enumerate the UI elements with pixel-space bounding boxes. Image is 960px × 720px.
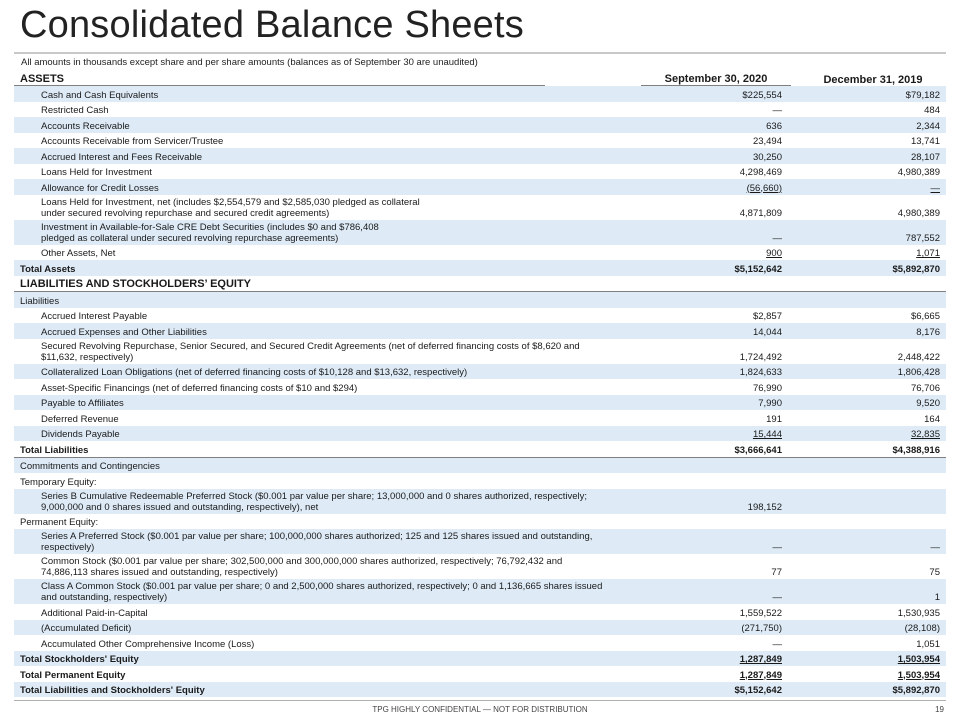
table-row	[14, 410, 946, 426]
value-sep-2020: $3,666,641	[734, 444, 782, 456]
total-row	[14, 682, 946, 698]
row-label: Series A Preferred Stock ($0.001 par value per share; 100,000,000 shares authorized; 125 and 125 shares issued and outstanding, respectively)	[41, 531, 593, 553]
table-row	[14, 133, 946, 149]
row-label: Loans Held for Investment	[41, 167, 152, 178]
table-row	[14, 245, 946, 261]
table-row	[14, 554, 946, 579]
table-row	[14, 489, 946, 514]
value-dec-2019: 1,503,954	[897, 654, 940, 665]
value-sep-2020: $5,152,642	[734, 685, 782, 696]
table-row	[14, 473, 946, 489]
row-label: Total Stockholders' Equity	[20, 654, 139, 665]
value-dec-2019: 28,107	[910, 151, 940, 163]
value-dec-2019: $6,665	[910, 311, 940, 322]
row-label: Accrued Expenses and Other Liabilities	[41, 326, 207, 338]
row-label: Restricted Cash	[41, 105, 109, 116]
table-row	[14, 323, 946, 339]
value-sep-2020: —	[772, 542, 782, 553]
row-label: Total Assets	[20, 263, 76, 275]
value-dec-2019: 8,176	[916, 326, 940, 338]
value-sep-2020: —	[772, 592, 782, 603]
footer-divider	[14, 700, 946, 701]
table-row	[14, 148, 946, 164]
value-dec-2019: —	[930, 182, 940, 194]
row-label: Total Liabilities	[20, 444, 89, 456]
row-label: Accounts Receivable	[41, 120, 130, 132]
amounts-note: All amounts in thousands except share and per share amounts (balances as of September 30 are unaudited)	[21, 57, 478, 68]
value-sep-2020: 76,990	[752, 382, 782, 394]
value-dec-2019: 787,552	[905, 232, 940, 244]
table-header-row	[14, 69, 946, 86]
value-sep-2020: 15,444	[752, 429, 782, 440]
row-label: Additional Paid-in-Capital	[41, 607, 148, 619]
column-header-sep-2020: September 30, 2020	[641, 73, 791, 86]
value-dec-2019: 1	[934, 592, 940, 603]
row-label: Other Assets, Net	[41, 248, 116, 259]
value-sep-2020: —	[772, 105, 782, 116]
row-label: Asset-Specific Financings (net of deferred financing costs of $10 and $294)	[41, 382, 358, 394]
column-header-dec-2019: December 31, 2019	[823, 74, 923, 86]
row-label: Liabilities	[20, 295, 60, 307]
row-label: Loans Held for Investment, net (includes $2,554,579 and $2,585,030 pledged as collateral under secured revolving repurchase and secured credit agreements)	[41, 196, 420, 219]
row-label: Allowance for Credit Losses	[41, 182, 159, 194]
value-sep-2020: 23,494	[752, 136, 782, 147]
value-sep-2020: 900	[766, 248, 782, 259]
table-row	[14, 308, 946, 324]
table-row	[14, 164, 946, 180]
table-row	[14, 604, 946, 620]
value-dec-2019: $4,388,916	[892, 444, 940, 456]
value-dec-2019: 75	[929, 567, 940, 578]
row-label: Accumulated Other Comprehensive Income (Loss)	[41, 638, 255, 650]
row-label: Accounts Receivable from Servicer/Trustee	[41, 136, 224, 147]
row-label: Common Stock ($0.001 par value per share; 302,500,000 and 300,000,000 shares authorized, respectively; 76,792,432 and 74,886,113 shares issued and outstanding, respectively)	[41, 556, 563, 578]
value-sep-2020: —	[772, 232, 782, 244]
row-label: Collateralized Loan Obligations (net of deferred financing costs of $10,128 and $13,632, respectively)	[41, 367, 468, 378]
table-row	[14, 179, 946, 195]
row-label: Class A Common Stock ($0.001 par value per share; 0 and 2,500,000 shares authorized, respectively; 0 and 1,136,665 shares issued and outstanding, respectively)	[41, 581, 603, 603]
row-label: Total Permanent Equity	[20, 669, 126, 681]
table-row	[14, 426, 946, 442]
value-dec-2019: 9,520	[916, 398, 940, 409]
table-row	[14, 86, 946, 102]
value-sep-2020: 1,724,492	[739, 351, 782, 363]
value-sep-2020: 4,298,469	[739, 167, 782, 178]
row-label: Secured Revolving Repurchase, Senior Secured, and Secured Credit Agreements (net of deferred financing costs of $8,620 and $11,632, respectively)	[41, 340, 580, 363]
value-dec-2019: 1,806,428	[897, 367, 940, 378]
value-sep-2020: (271,750)	[741, 623, 782, 634]
value-sep-2020: 191	[766, 413, 782, 425]
value-sep-2020: 636	[766, 120, 782, 132]
row-label: Total Liabilities and Stockholders' Equity	[20, 685, 205, 696]
table-row	[14, 220, 946, 245]
row-label: Accrued Interest and Fees Receivable	[41, 151, 203, 163]
value-sep-2020: 4,871,809	[739, 207, 782, 219]
table-row	[14, 579, 946, 604]
value-dec-2019: $5,892,870	[892, 685, 940, 696]
value-dec-2019: 4,980,389	[897, 167, 940, 178]
value-dec-2019: 13,741	[910, 136, 940, 147]
total-row	[14, 441, 946, 457]
value-sep-2020: $5,152,642	[734, 263, 782, 275]
table-row	[14, 276, 946, 292]
value-dec-2019: 1,530,935	[897, 607, 940, 619]
total-row	[14, 260, 946, 276]
value-dec-2019: 2,448,422	[897, 351, 940, 363]
table-row	[14, 514, 946, 530]
confidentiality-footer: TPG HIGHLY CONFIDENTIAL — NOT FOR DISTRIBUTION	[372, 705, 588, 714]
value-sep-2020: 198,152	[747, 501, 782, 513]
table-row	[14, 620, 946, 636]
table-row	[14, 339, 946, 364]
value-dec-2019: 32,835	[910, 429, 940, 440]
value-sep-2020: 30,250	[752, 151, 782, 163]
row-label: (Accumulated Deficit)	[41, 623, 132, 634]
value-dec-2019: 164	[924, 413, 940, 425]
row-label: Investment in Available-for-Sale CRE Debt Securities (includes $0 and $786,408 pledged as collateral under secured revolving repurchase agreements)	[41, 221, 379, 244]
value-sep-2020: —	[772, 638, 782, 650]
value-dec-2019: 484	[924, 105, 940, 116]
table-row	[14, 457, 946, 474]
value-dec-2019: 4,980,389	[897, 207, 940, 219]
value-sep-2020: $225,554	[742, 89, 782, 101]
row-label: Deferred Revenue	[41, 413, 119, 425]
value-dec-2019: 76,706	[910, 382, 940, 394]
title-divider	[14, 52, 946, 54]
value-sep-2020: 1,287,849	[739, 669, 782, 681]
value-sep-2020: 77	[771, 567, 782, 578]
value-sep-2020: 7,990	[758, 398, 782, 409]
row-label: Permanent Equity:	[20, 517, 99, 528]
value-sep-2020: 14,044	[752, 326, 782, 338]
table-row	[14, 635, 946, 651]
row-label: Commitments and Contingencies	[20, 461, 160, 472]
total-row	[14, 651, 946, 667]
value-sep-2020: $2,857	[752, 311, 782, 322]
table-row	[14, 117, 946, 133]
value-dec-2019: —	[930, 542, 940, 553]
table-row	[14, 529, 946, 554]
value-dec-2019: 1,071	[916, 248, 940, 259]
value-dec-2019: $79,182	[905, 89, 940, 101]
value-sep-2020: 1,287,849	[739, 654, 782, 665]
table-row	[14, 364, 946, 380]
row-label: Accrued Interest Payable	[41, 311, 148, 322]
table-row	[14, 102, 946, 118]
row-label: Dividends Payable	[41, 429, 120, 440]
page-title: Consolidated Balance Sheets	[20, 4, 524, 46]
row-label: Payable to Affiliates	[41, 398, 124, 409]
value-sep-2020: 1,824,633	[739, 367, 782, 378]
value-dec-2019: 1,051	[916, 638, 940, 650]
table-row	[14, 395, 946, 411]
value-dec-2019: (28,108)	[904, 623, 940, 634]
page-number: 19	[935, 705, 944, 714]
table-row	[14, 195, 946, 220]
value-dec-2019: $5,892,870	[892, 263, 940, 275]
assets-section-header: ASSETS	[20, 73, 65, 85]
table-row	[14, 291, 946, 308]
row-label: Cash and Cash Equivalents	[41, 89, 159, 101]
table-row	[14, 379, 946, 395]
value-dec-2019: 2,344	[916, 120, 940, 132]
row-label: Series B Cumulative Redeemable Preferred Stock ($0.001 par value per share; 13,000,000 and 0 shares authorized, respectively; 9,000,000 and 0 shares issued and outstanding, respectively), net	[41, 490, 588, 513]
balance-sheet-table	[14, 69, 946, 697]
row-label: Temporary Equity:	[20, 476, 97, 488]
value-dec-2019: 1,503,954	[897, 669, 940, 681]
total-row	[14, 666, 946, 682]
value-sep-2020: 1,559,522	[739, 607, 782, 619]
value-sep-2020: (56,660)	[746, 182, 782, 194]
row-label: LIABILITIES AND STOCKHOLDERS’ EQUITY	[20, 278, 252, 290]
